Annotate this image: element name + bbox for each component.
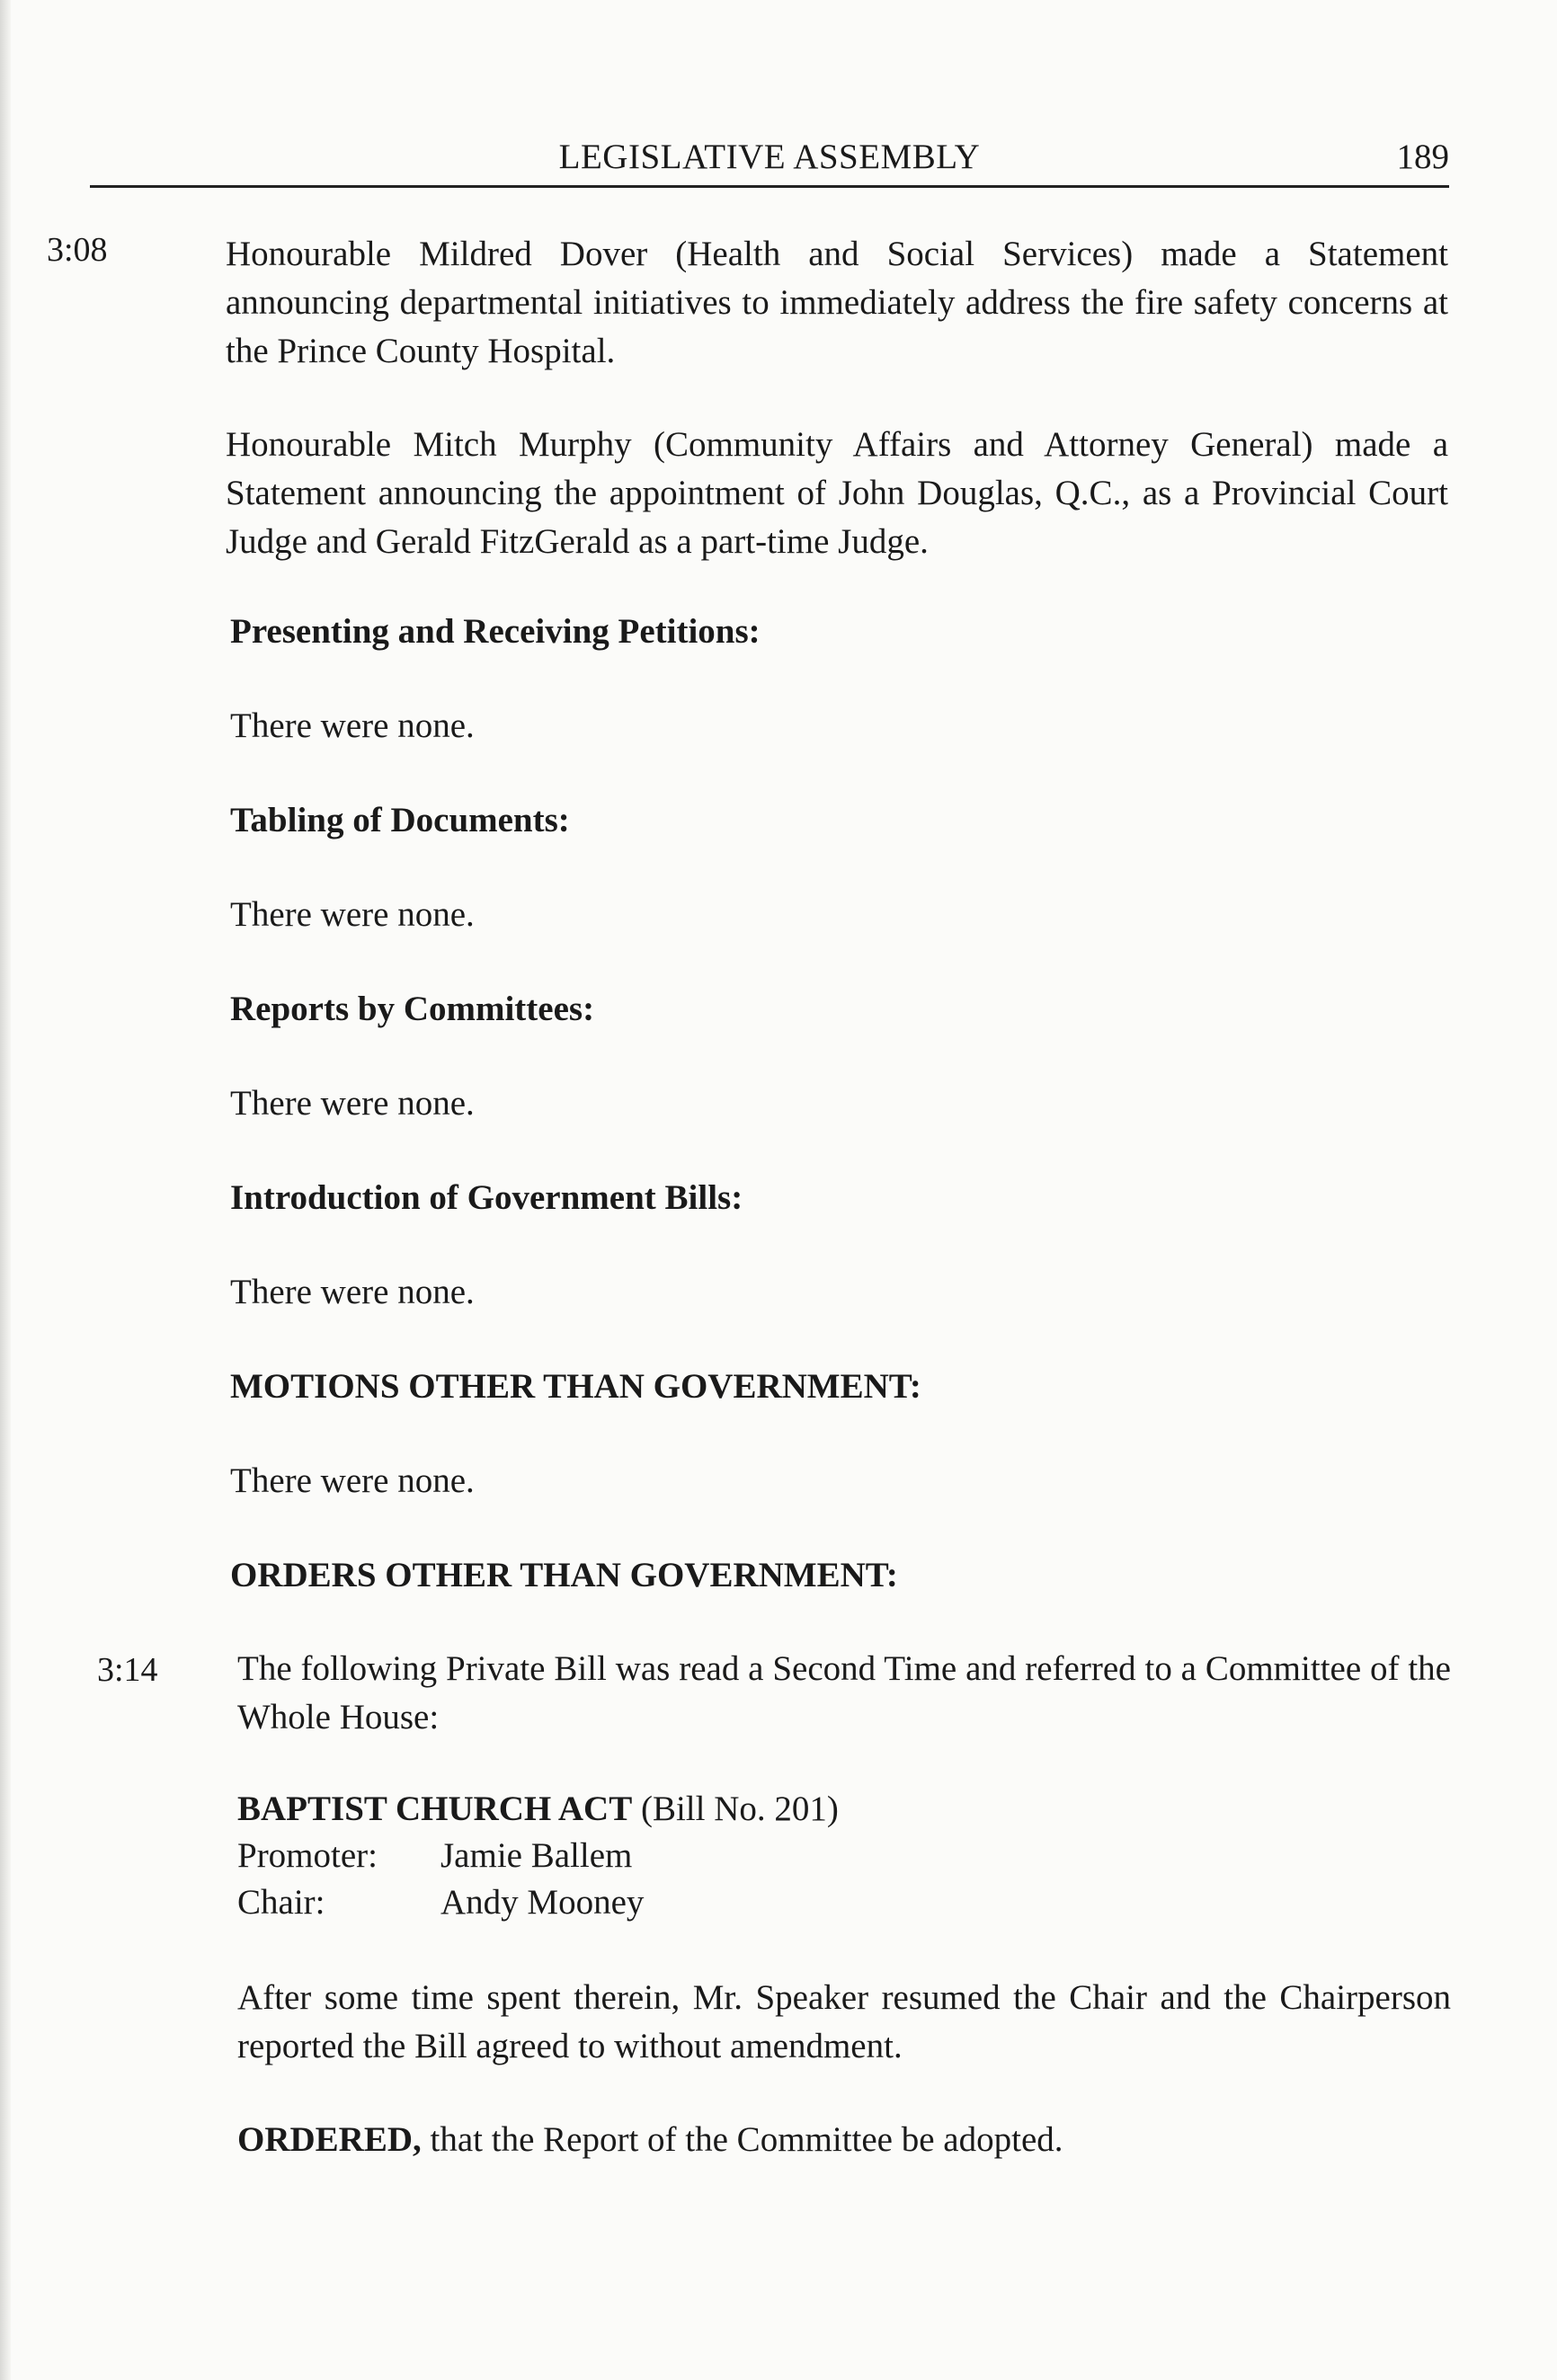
chair-value: Andy Mooney [440,1883,645,1922]
bills-text: There were none. [230,1273,475,1311]
ordered-text: that the Report of the Committee be adopted. [430,2120,1063,2159]
bill-line [237,1789,839,1829]
promoter-value: Jamie Ballem [440,1836,633,1875]
motions-text: There were none. [230,1461,475,1500]
ordered-label: ORDERED, [237,2120,422,2159]
promoter-label: Promoter: [237,1836,378,1875]
tabling-text: There were none. [230,895,475,934]
chair-row [237,1882,644,1923]
reports-heading: Reports by Committees: [230,990,595,1028]
reports-text: There were none. [230,1084,475,1123]
time-stamp-2: 3:14 [97,1651,158,1689]
header-title: LEGISLATIVE ASSEMBLY [558,138,981,176]
bills-heading: Introduction of Government Bills: [230,1178,743,1217]
petitions-heading: Presenting and Receiving Petitions: [230,612,761,651]
promoter-row [237,1835,632,1876]
orders-heading: ORDERS OTHER THAN GOVERNMENT: [230,1556,898,1594]
petitions-text: There were none. [230,706,475,745]
bill-title: BAPTIST CHURCH ACT [237,1789,633,1828]
tabling-heading: Tabling of Documents: [230,801,570,839]
bill-number: (Bill No. 201) [640,1789,839,1828]
second-reading-paragraph: The following Private Bill was read a Second Time and referred to a Committee of the Whole House: [237,1649,1451,1736]
page-header [90,135,1449,188]
ordered-line [237,2119,1063,2160]
committee-report-paragraph: After some time spent therein, Mr. Speaker resumed the Chair and the Chairperson reported the Bill agreed to without amendment. [237,1978,1451,2065]
motions-heading: MOTIONS OTHER THAN GOVERNMENT: [230,1367,921,1406]
page-edge [0,0,11,2380]
time-stamp-1: 3:08 [47,231,108,269]
statement-paragraph-1: Honourable Mildred Dover (Health and Social Services) made a Statement announcing departmental initiatives to immediately address the fire safety concerns at the Prince County Hospital. [226,235,1448,370]
statement-paragraph-2: Honourable Mitch Murphy (Community Affairs and Attorney General) made a Statement announcing the appointment of John Douglas, Q.C., as a Provincial Court Judge and Gerald FitzGerald as a part-time Judge. [226,425,1448,561]
chair-label: Chair: [237,1883,325,1922]
page-number: 189 [1396,138,1449,176]
